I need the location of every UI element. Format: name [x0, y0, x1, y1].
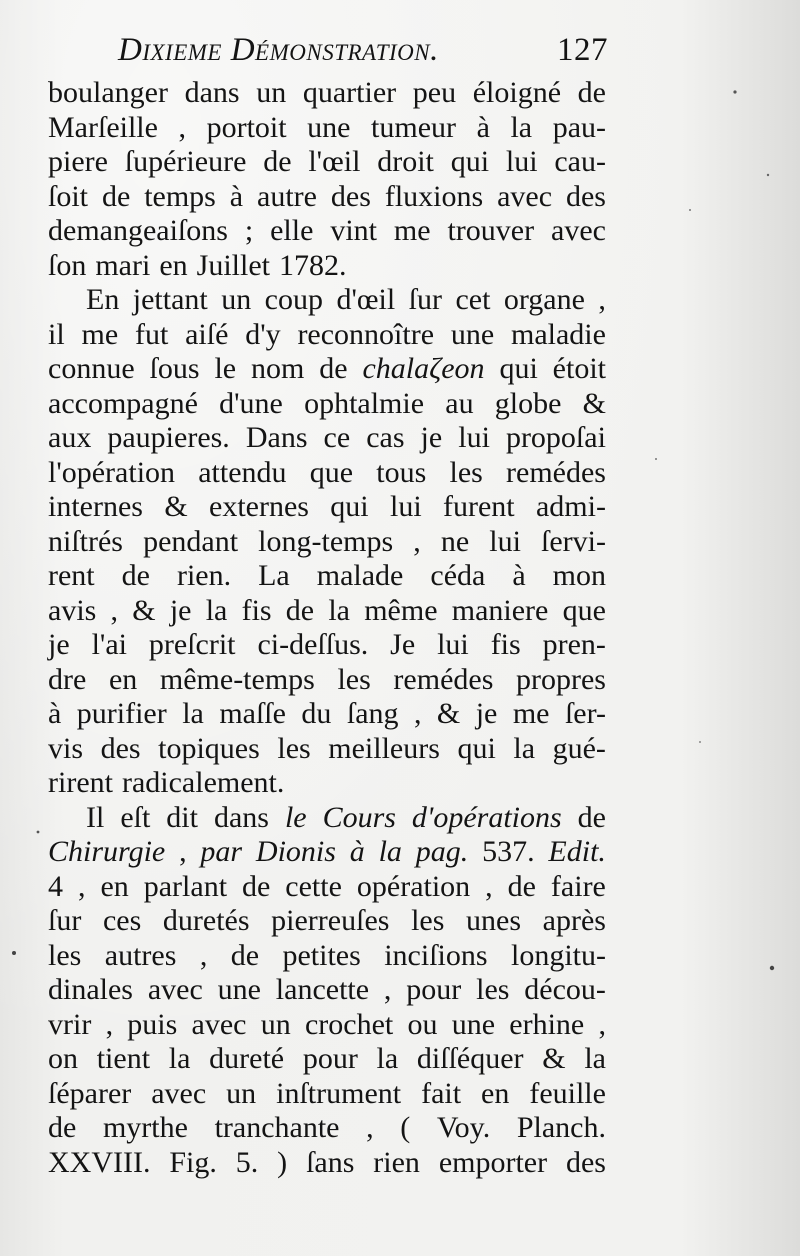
word: je [48, 628, 70, 661]
word: , [485, 869, 493, 903]
word: internes [48, 490, 143, 523]
word: peu [412, 76, 457, 109]
word: Il [86, 800, 105, 834]
word: duretés [162, 904, 250, 937]
word: éloigné [472, 76, 562, 109]
page-number: 127 [557, 32, 608, 68]
word: diſſéquer [416, 1042, 524, 1075]
word: droit [377, 145, 434, 178]
word: Edit. [548, 835, 606, 868]
word: reconnoître [297, 317, 435, 351]
word: portoit [206, 110, 287, 144]
word: à [229, 179, 244, 213]
word: une [217, 973, 261, 1006]
word: autre [257, 179, 317, 213]
text-line [48, 1042, 606, 1077]
word: des [330, 179, 371, 213]
word: accompagné [48, 386, 198, 420]
word: paupieres. [107, 421, 230, 454]
word: mon [552, 559, 606, 592]
word: , [105, 1007, 114, 1041]
word: la [510, 110, 533, 144]
word: Voy. [436, 1111, 491, 1144]
body-text [48, 76, 606, 1180]
running-title: Dixieme Démonstration. [118, 32, 439, 68]
word: dans [213, 800, 269, 834]
text-line [48, 766, 606, 801]
word: en [159, 248, 188, 282]
word: tous [376, 455, 427, 489]
word: gué- [552, 731, 606, 765]
word: d'y [245, 317, 281, 351]
word: 1782. [279, 248, 347, 282]
word: me [393, 214, 431, 247]
word: ou [407, 1007, 438, 1041]
word: attendu [198, 455, 287, 489]
word: ) [277, 1145, 288, 1179]
word: lui [437, 628, 469, 661]
word: rien. [176, 559, 232, 592]
text-line [48, 594, 606, 629]
word: ſur [48, 904, 82, 937]
word: tranchante [214, 1111, 340, 1144]
word: , [413, 524, 421, 558]
word: à [512, 559, 526, 592]
word: Dans [245, 421, 308, 454]
word: ſoit [48, 179, 89, 213]
word: qui [330, 490, 369, 523]
text-line [48, 801, 606, 836]
text-line [48, 352, 606, 387]
word: , [179, 835, 187, 868]
word: crochet [304, 1007, 394, 1041]
word: Je [390, 628, 416, 661]
word: cas [366, 421, 405, 454]
word: & [582, 386, 606, 420]
word: les [48, 938, 82, 972]
word: la [168, 1042, 191, 1075]
word: les [411, 904, 445, 937]
word: , [110, 593, 119, 627]
word: lui [458, 421, 490, 454]
word: faire [550, 869, 606, 903]
word: en [108, 662, 138, 696]
word: ophtalmie [304, 386, 425, 420]
word: ( [400, 1111, 411, 1144]
word: globe [494, 386, 562, 420]
word: dureté [209, 1042, 285, 1075]
word: l'opération [48, 455, 176, 489]
word: une [450, 317, 495, 351]
word: de [242, 869, 271, 903]
word: ſous [149, 352, 200, 385]
word: d'opérations [411, 800, 562, 834]
word: trouver [447, 214, 535, 247]
word: remédes [506, 455, 606, 489]
word: un [256, 76, 287, 109]
word: myrthe [102, 1111, 188, 1144]
text-line [48, 904, 606, 939]
word: que [309, 455, 354, 489]
word: que [562, 593, 606, 627]
word: qui [499, 352, 538, 385]
text-line [48, 1111, 606, 1146]
text-line [48, 559, 606, 594]
word: ſer- [564, 697, 606, 730]
text-line [48, 214, 606, 249]
word: une [307, 110, 351, 144]
word: les [449, 455, 483, 489]
word: étoit [552, 352, 606, 385]
word: petites [282, 938, 361, 972]
word: mari [95, 248, 151, 282]
word: le [214, 352, 237, 385]
word: décou- [524, 973, 606, 1006]
word: avec [147, 973, 203, 1006]
word: la [584, 1042, 606, 1075]
word: jettant [132, 283, 208, 316]
word: d'œil [336, 283, 396, 316]
word: dinales [48, 973, 133, 1006]
word: furent [443, 490, 515, 523]
text-line [48, 387, 606, 422]
word: les [277, 731, 311, 765]
word: pour [302, 1042, 358, 1075]
word: purifier [76, 697, 167, 730]
word: me [81, 317, 119, 351]
word: eſt [120, 800, 151, 834]
word: propres [516, 662, 606, 696]
word: qui [457, 731, 496, 765]
word: En [86, 283, 120, 316]
word: , [598, 283, 606, 316]
word: vrir [48, 1007, 92, 1041]
word: aux [48, 421, 92, 454]
word: l'œil [308, 145, 361, 178]
word: la [513, 731, 536, 765]
word: La [258, 559, 290, 592]
word: Marſeille [48, 110, 158, 144]
word: la [378, 835, 402, 868]
text-line [48, 628, 606, 663]
word: remédes [393, 662, 494, 696]
word: en [100, 869, 129, 903]
word: ſéparer [48, 1076, 132, 1110]
word: à [349, 835, 365, 868]
word: vis [48, 731, 84, 765]
word: d'une [219, 386, 283, 420]
word: de [121, 559, 150, 592]
word: au [445, 386, 474, 420]
word: pendant [143, 524, 239, 558]
word: me [512, 697, 550, 730]
text-line [48, 490, 606, 525]
word: qui [450, 145, 490, 178]
word: lui [489, 524, 521, 558]
word: preſcrit [148, 628, 236, 661]
word: pren- [542, 628, 606, 661]
text-line [48, 697, 606, 732]
word: des [100, 731, 141, 765]
word: ne [440, 524, 470, 558]
word: cet [455, 283, 491, 316]
text-line [48, 525, 606, 560]
text-line [48, 456, 606, 491]
word: , [366, 1111, 374, 1144]
text-line [48, 180, 606, 215]
word: avec [497, 179, 553, 213]
word: il [48, 317, 65, 351]
word: des [565, 179, 606, 213]
word: , [77, 869, 86, 903]
word: & [436, 697, 461, 730]
word: ſans [306, 1145, 355, 1179]
word: de [507, 869, 536, 903]
word: fis [490, 628, 521, 661]
text-line [48, 973, 606, 1008]
word: lui [505, 145, 538, 178]
word: boulanger [48, 76, 168, 109]
word: malade [316, 559, 404, 592]
word: fait [421, 1076, 462, 1110]
text-line [48, 421, 606, 456]
word: dans [184, 76, 240, 109]
word: coup [264, 283, 323, 316]
word: ſon [48, 248, 87, 282]
word: même-temps [159, 662, 315, 696]
word: parlant [143, 869, 228, 903]
word: elle [270, 214, 314, 247]
word: rien [373, 1145, 420, 1179]
word: emporter [438, 1145, 548, 1179]
word: Cours [322, 800, 396, 834]
word: un [260, 1007, 291, 1041]
word: , [199, 938, 208, 972]
word: propoſai [505, 421, 606, 454]
word: admi- [535, 490, 606, 523]
text-line [48, 939, 606, 974]
word: en [481, 1076, 510, 1110]
word: avec [151, 1076, 207, 1110]
word: avec [551, 214, 606, 247]
word: , [413, 697, 422, 730]
word: à [476, 110, 490, 144]
word: pour [406, 973, 462, 1006]
word: ; [244, 214, 254, 247]
word: de [577, 800, 606, 834]
word: feuille [529, 1076, 606, 1110]
word: ces [102, 904, 142, 937]
word: les [476, 973, 510, 1006]
word: nom [250, 352, 305, 385]
word: du [301, 697, 332, 730]
word: je [169, 593, 192, 627]
text-line [48, 1008, 606, 1043]
word: demangeaiſons [48, 214, 228, 247]
word: Juillet [196, 248, 270, 282]
word: de [285, 593, 315, 627]
word: Fig. [169, 1145, 217, 1179]
word: chalaζeon [362, 352, 485, 385]
word: connue [48, 352, 135, 385]
word: aiſé [185, 317, 229, 351]
word: unes [466, 904, 522, 937]
text-line [48, 76, 606, 111]
word: de [577, 76, 606, 109]
word: un [221, 283, 252, 316]
word: organe [503, 283, 585, 316]
word: opération [356, 869, 471, 903]
word: dit [166, 800, 198, 834]
word: de [263, 145, 292, 178]
word: de [101, 179, 131, 213]
word: je [420, 421, 443, 454]
word: lancette [275, 973, 370, 1006]
word: tient [96, 1042, 151, 1075]
word: fluxions [384, 179, 484, 213]
running-header [118, 30, 608, 74]
word: on [48, 1042, 78, 1075]
word: cau- [554, 145, 606, 178]
word: je [475, 697, 498, 730]
word: des [565, 1145, 606, 1179]
word: pag. [415, 835, 469, 868]
word: la [205, 593, 228, 627]
word: un [226, 1076, 257, 1110]
word: cette [285, 869, 342, 903]
word: pierreuſes [271, 904, 390, 937]
text-line [48, 732, 606, 767]
text-line [48, 145, 606, 180]
word: externes [209, 490, 309, 523]
word: maladie [511, 317, 606, 351]
word: & [542, 1042, 566, 1075]
word: rent [48, 559, 95, 592]
word: & [164, 490, 188, 523]
word: la [328, 593, 350, 627]
word: inciſions [384, 938, 488, 972]
word: inſtrument [276, 1076, 402, 1110]
word: ſupérieure [124, 145, 247, 178]
word: puis [127, 1007, 178, 1041]
word: par [200, 835, 243, 868]
word: meilleurs [328, 731, 440, 765]
text-line [48, 870, 606, 905]
text-line [48, 663, 606, 698]
word: une [451, 1007, 496, 1041]
word: 537. [482, 835, 535, 868]
word: lui [389, 490, 422, 523]
word: ſervi- [541, 524, 606, 558]
text-line [48, 1146, 606, 1181]
word: long-temps [258, 524, 394, 558]
word: longitu- [510, 938, 606, 972]
word: avec [191, 1007, 247, 1041]
word: & [132, 593, 156, 627]
word: dre [48, 662, 87, 696]
word: ſang [346, 697, 399, 730]
word: XXVIII. [48, 1145, 151, 1179]
word: le [284, 800, 307, 834]
word: avis [48, 593, 97, 627]
word: 4 [48, 869, 63, 903]
text-line [48, 835, 606, 870]
word: niſtrés [48, 524, 123, 558]
word: fut [134, 317, 169, 351]
word: erhine [509, 1007, 585, 1041]
word: maſſe [219, 697, 286, 730]
word: , [383, 973, 392, 1006]
word: rirent [48, 766, 113, 799]
word: pau- [552, 110, 606, 144]
word: ſur [408, 283, 442, 316]
word: vint [330, 214, 377, 247]
word: maniere [451, 593, 549, 627]
word: topiques [158, 731, 260, 765]
word: radicalement. [121, 766, 285, 799]
word: à [48, 697, 62, 730]
text-line [48, 249, 606, 284]
word: fis [241, 593, 272, 627]
word: tumeur [371, 110, 457, 144]
word: de [48, 1111, 77, 1144]
word: Dionis [255, 835, 336, 868]
text-line [48, 1077, 606, 1112]
word: autres [104, 938, 177, 972]
word: quartier [302, 76, 397, 109]
word: de [319, 352, 348, 385]
word: ci-deſſus. [257, 628, 369, 661]
word: piere [48, 145, 108, 178]
word: après [542, 904, 606, 937]
word: céda [430, 559, 486, 592]
text-line [48, 283, 606, 318]
word: les [337, 662, 371, 696]
word: , [598, 1007, 606, 1041]
word: 5. [235, 1145, 259, 1179]
word: la [376, 1042, 399, 1075]
word: Chirurgie [48, 835, 166, 868]
word: la [182, 697, 204, 730]
word: , [178, 110, 187, 144]
word: ce [323, 421, 351, 454]
text-line [48, 111, 606, 146]
text-line [48, 318, 606, 353]
word: même [364, 593, 438, 627]
word: de [230, 938, 260, 972]
word: temps [144, 179, 216, 213]
word: Planch. [516, 1111, 606, 1144]
word: l'ai [91, 628, 127, 661]
